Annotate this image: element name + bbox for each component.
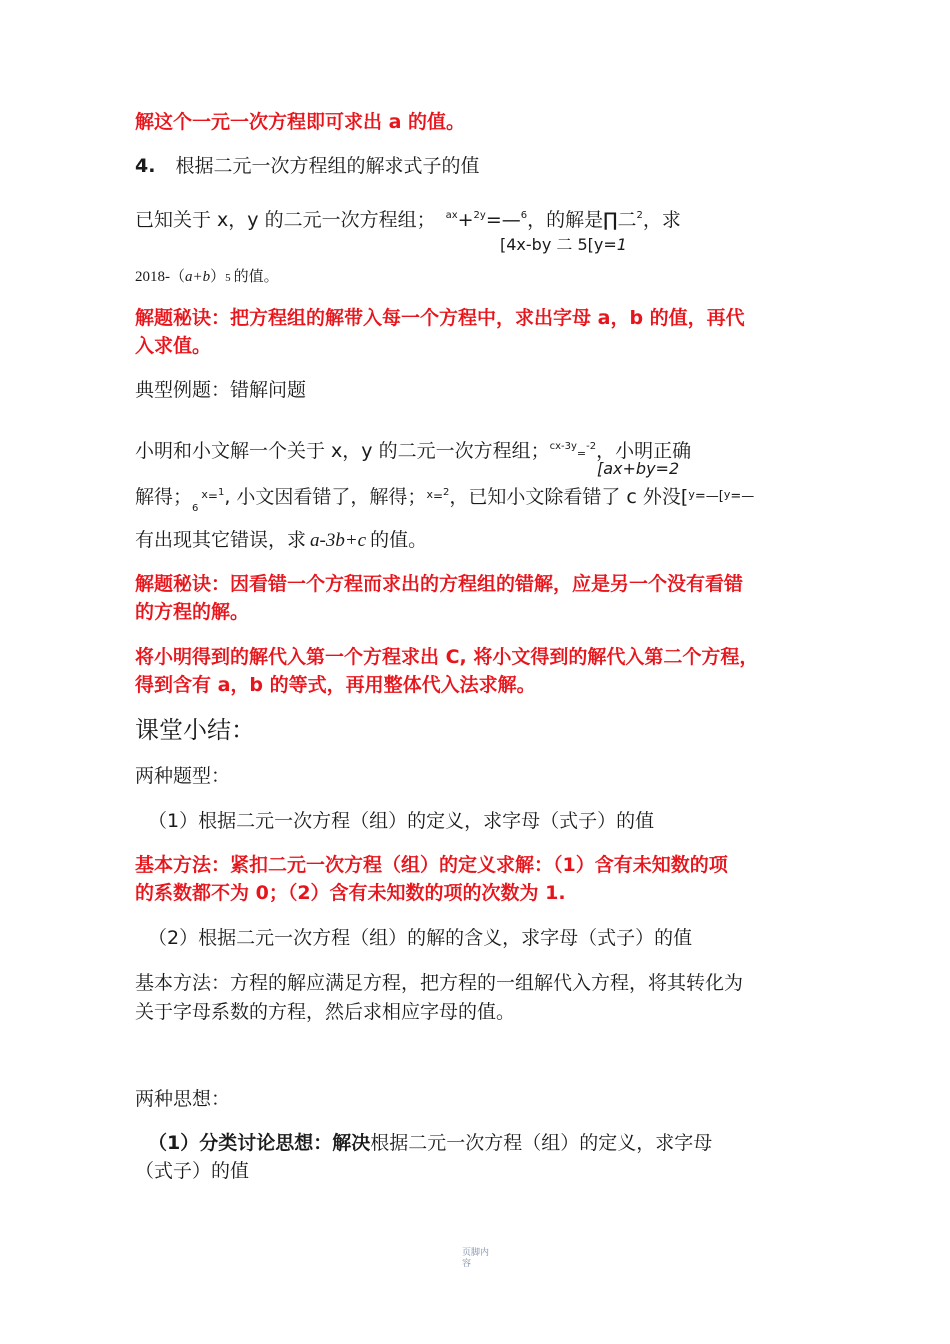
summary-heading: 课堂小结：	[135, 716, 255, 744]
example-text: 小明和小文解一个关于 x，y 的二元一次方程组；	[135, 440, 550, 462]
tip3-line-2: 得到含有 a，b 的等式，再用整体代入法求解。	[135, 674, 536, 696]
sol-eq: =	[207, 489, 218, 503]
eq-plus: +	[457, 209, 474, 231]
sol-x: x	[201, 488, 208, 501]
find-suffix: 的值。	[370, 529, 428, 551]
equation-second-row-2: [ax+by=2	[597, 459, 680, 478]
tip2-line-2: 的方程的解。	[135, 601, 250, 623]
eq-equals: =—	[485, 209, 521, 231]
solution-text: ，的解是∏二	[527, 209, 637, 231]
idea-1-line-1	[148, 1132, 712, 1154]
type-1: （1）根据二元一次方程（组）的定义，求字母（式子）的值	[148, 810, 655, 832]
sol-y2: y	[723, 488, 731, 501]
method-2-line-2: 关于字母系数的方程，然后求相应字母的值。	[135, 1001, 516, 1023]
eq-3y: -3y	[561, 441, 577, 452]
tip3-line-1: 将小明得到的解代入第一个方程求出 C, 将小文得到的解代入第二个方程，	[135, 646, 759, 668]
sol-dash1: =—	[694, 489, 719, 504]
footer-line-2: 容	[462, 1259, 472, 1269]
text-line-solve-a: 解这个一元一次方程即可求出 a 的值。	[135, 111, 466, 133]
eq-2y: 2y	[473, 210, 486, 221]
idea-1-text: 根据二元一次方程（组）的定义，求字母	[370, 1132, 713, 1154]
expr-close: ）	[210, 269, 226, 285]
type-2: （2）根据二元一次方程（组）的解的含义，求字母（式子）的值	[148, 927, 693, 949]
tip2-line-1: 解题秘诀：因看错一个方程而求出的方程组的错解，应是另一个没有看错	[135, 573, 744, 595]
expr-ab: a+b	[185, 269, 211, 285]
two-types-heading: 两种题型：	[135, 765, 231, 787]
method-1-line-1: 基本方法：紧扣二元一次方程（组）的定义求解：（1）含有未知数的项	[135, 854, 728, 876]
example-problem-line-3	[135, 529, 427, 552]
solve-text: 解得；	[135, 486, 193, 508]
sol-one: 1	[217, 487, 225, 498]
eq-six: 6	[520, 210, 528, 221]
section-number: 4.	[135, 155, 156, 177]
eq-ax: ax	[445, 210, 458, 221]
sol-two: 2	[443, 487, 450, 498]
expression-line	[135, 266, 279, 289]
ask-text: ，求	[642, 209, 681, 231]
method-2-line-1: 基本方法：方程的解应满足方程，把方程的一组解代入方程，将其转化为	[135, 972, 744, 994]
eq-row-italic: =1	[603, 235, 627, 254]
example-problem-line-2	[135, 482, 754, 520]
idea-1-line-2: （式子）的值	[135, 1160, 250, 1182]
sub-six: 6	[192, 503, 199, 514]
two-ideas-heading: 两种思想：	[135, 1088, 231, 1110]
problem-statement-line	[135, 205, 681, 231]
section-4-heading	[135, 155, 480, 177]
footer-line-1: 页脚内	[462, 1248, 490, 1258]
problem-text: 已知关于 x，y 的二元一次方程组；	[135, 209, 436, 231]
idea-1-label: （1）分类讨论思想：解决	[148, 1132, 371, 1154]
eq-eq: =	[576, 447, 587, 460]
page-footer	[462, 1248, 502, 1270]
section-title: 根据二元一次方程组的解求式子的值	[175, 155, 480, 177]
tip-line-1: 解题秘诀：把方程组的解带入每一个方程中，求出字母 a，b 的值，再代	[135, 307, 745, 329]
equation-second-row	[500, 232, 627, 255]
expr-suffix: 的值。	[233, 269, 279, 285]
sol-x2: x	[426, 488, 433, 501]
tip-line-2: 入求值。	[135, 335, 212, 357]
sol-eq2: =	[432, 489, 444, 503]
solution-two: 2	[636, 210, 643, 221]
eq-neg2: -2	[586, 441, 597, 452]
expr-prefix: 2018-（	[135, 269, 185, 285]
method-1-line-2: 的系数都不为 0；（2）含有未知数的项的次数为 1.	[135, 882, 566, 904]
solve-text-3: ，已知小文除看错了 c 外没[	[449, 486, 689, 508]
example-text-2: ，小明正确	[596, 440, 692, 462]
solve-text-2: , 小文因看错了，解得；	[224, 486, 427, 508]
expr-exponent: 5	[225, 272, 231, 284]
example-heading: 典型例题：错解问题	[135, 379, 307, 401]
expr-a3bc: a-3b+c	[310, 530, 367, 551]
eq-cx: cx	[549, 441, 561, 452]
sol-y1: y	[688, 488, 695, 501]
find-text: 有出现其它错误，求	[135, 529, 307, 551]
sol-bracket: [	[718, 489, 724, 504]
sol-dash2: =—	[730, 489, 755, 504]
eq-row-text: [4x-by 二 5[y	[500, 235, 604, 254]
